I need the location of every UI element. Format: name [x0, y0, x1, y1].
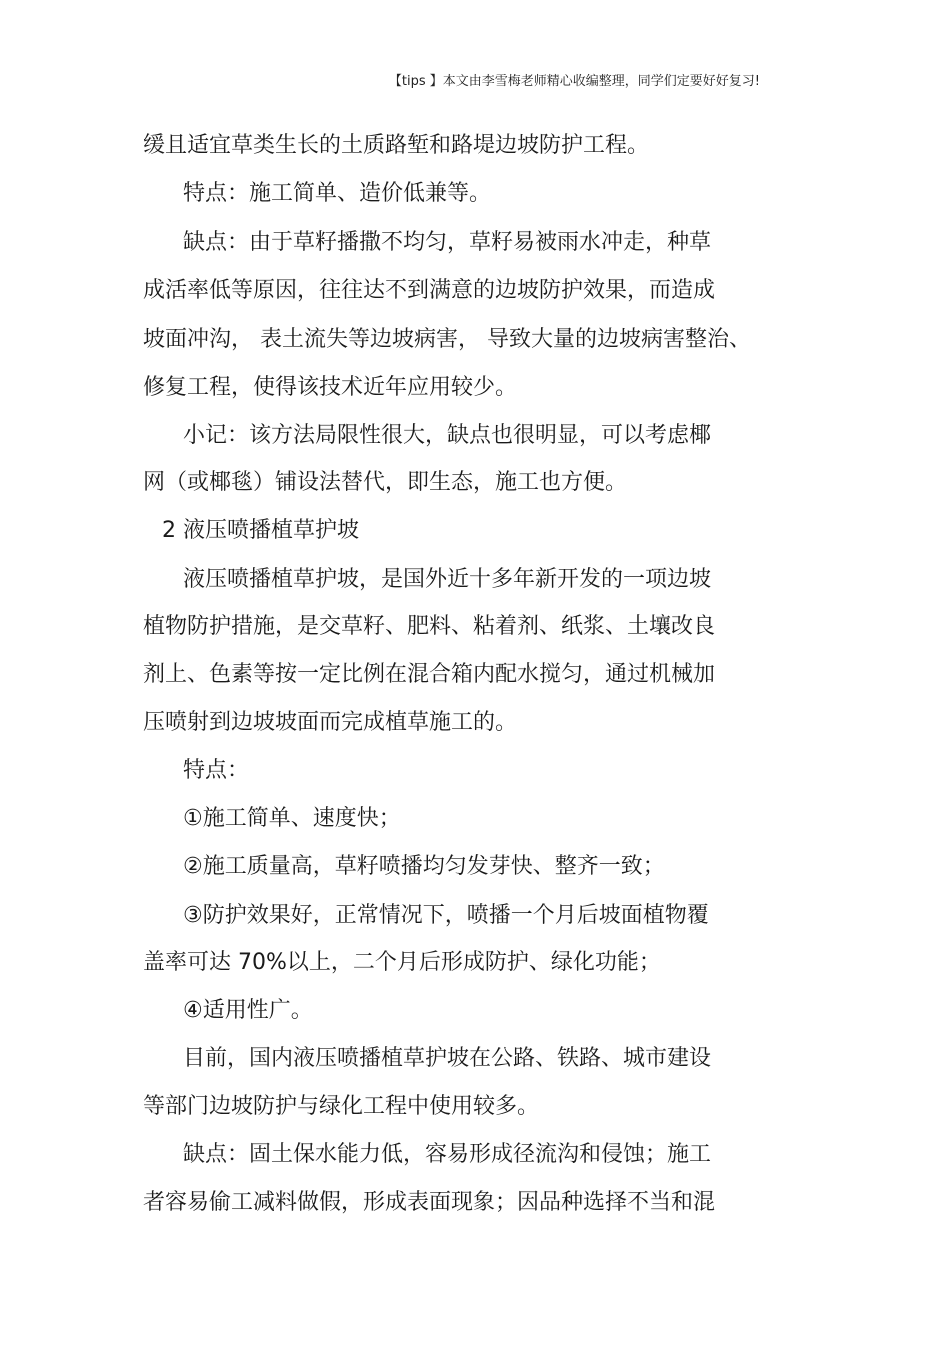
list-item: ③防护效果好，正常情况下，喷播一个月后坡面植物覆 [183, 903, 709, 928]
body-line: 修复工程，使得该技术近年应用较少。 [143, 375, 518, 400]
header-tip: 【tips 】本文由李雪梅老师精心收编整理，同学们定要好好复习! [388, 74, 760, 89]
body-line: 目前，国内液压喷播植草护坡在公路、铁路、城市建设 [183, 1046, 712, 1071]
list-item: ①施工简单、速度快； [183, 806, 401, 831]
body-line: 等部门边坡防护与绿化工程中使用较多。 [143, 1094, 540, 1119]
body-line: 植物防护措施，是交草籽、肥料、粘着剂、纸浆、土壤改良 [143, 614, 716, 639]
body-line: 剂上、色素等按一定比例在混合箱内配水搅匀，通过机械加 [143, 662, 716, 687]
body-line: 缓且适宜草类生长的土质路堑和路堤边坡防护工程。 [143, 133, 650, 158]
section-heading: 2 液压喷播植草护坡 [162, 518, 359, 543]
body-line: 压喷射到边坡坡面而完成植草施工的。 [143, 710, 518, 735]
body-line: 缺点：固土保水能力低，容易形成径流沟和侵蚀；施工 [183, 1142, 712, 1167]
body-line: 特点： [183, 758, 250, 783]
list-item: ④适用性广。 [183, 998, 313, 1023]
body-line: 盖率可达 70%以上，二个月后形成防护、绿化功能； [143, 950, 661, 975]
body-line: 成活率低等原因，往往达不到满意的边坡防护效果，而造成 [143, 278, 716, 303]
body-line: 网（或椰毯）铺设法替代，即生态，施工也方便。 [143, 470, 628, 495]
body-line: 坡面冲沟， 表土流失等边坡病害， 导致大量的边坡病害整治、 [143, 327, 751, 352]
body-line: 液压喷播植草护坡，是国外近十多年新开发的一项边坡 [183, 567, 712, 592]
body-line: 缺点：由于草籽播撒不均匀，草籽易被雨水冲走，种草 [183, 230, 712, 255]
body-line: 特点：施工简单、造价低兼等。 [183, 181, 492, 206]
body-line: 者容易偷工减料做假，形成表面现象；因品种选择不当和混 [143, 1190, 716, 1215]
body-line: 小记：该方法局限性很大，缺点也很明显，可以考虑椰 [183, 423, 712, 448]
list-item: ②施工质量高，草籽喷播均匀发芽快、整齐一致； [183, 854, 665, 879]
